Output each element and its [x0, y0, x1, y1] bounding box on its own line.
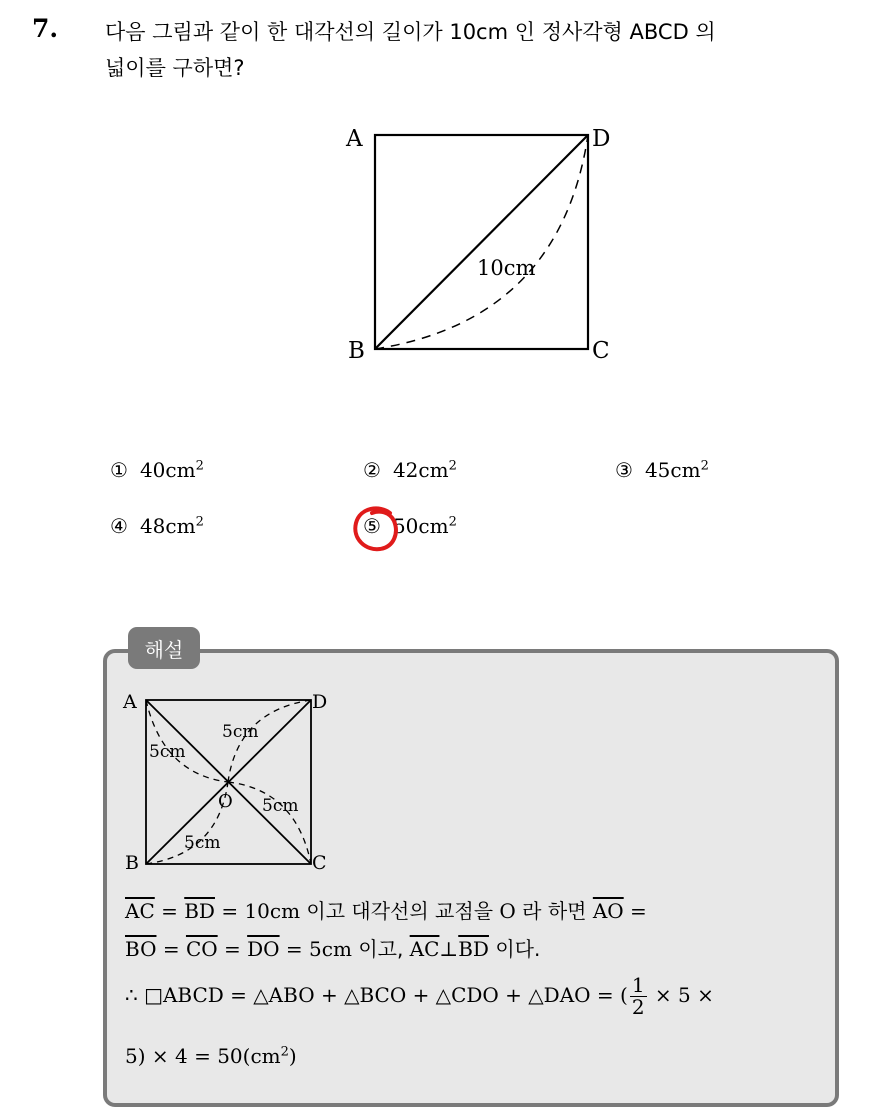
label-c: C — [592, 338, 610, 364]
seg-co: $\overline{CO}$ — [185, 937, 218, 961]
choice-1-value: 40cm — [139, 458, 196, 482]
fraction-denominator: 2 — [631, 995, 645, 1019]
label-a: A — [346, 126, 363, 152]
eq-sign: = — [156, 937, 186, 961]
solution-line-2 — [125, 933, 540, 962]
choice-3-marker: ③ — [615, 458, 633, 482]
choice-2-exp: 2 — [448, 458, 457, 474]
line2-korean-2: 이다. — [495, 937, 541, 961]
line1-value: = 10cm — [214, 899, 307, 923]
solution-line-4 — [125, 1044, 297, 1068]
solution-figure — [118, 686, 343, 886]
line1-korean-1: 이고 대각선의 교점을 — [306, 899, 494, 923]
seg-ac: $\overline{AC}$ — [125, 899, 155, 923]
choice-4-marker: ④ — [110, 514, 128, 538]
diagonal-length-label: 10cm — [477, 256, 536, 280]
sol-seg-label-2: 5cm — [222, 722, 259, 742]
choice-2[interactable] — [363, 458, 457, 482]
answer-mark-circle — [350, 503, 402, 555]
final-answer-close: ) — [288, 1044, 297, 1068]
sol-seg-label-3: 5cm — [262, 796, 299, 816]
line1-point-o: O — [493, 899, 523, 923]
choice-3[interactable] — [615, 458, 709, 482]
sol-seg-label-1: 5cm — [149, 742, 186, 762]
perp-sign: ⊥ — [439, 937, 459, 961]
final-answer: 5) × 4 = 50(cm — [125, 1044, 281, 1068]
choice-1-marker: ① — [110, 458, 128, 482]
fraction-half — [630, 975, 647, 1018]
area-expression: ∴ □ABCD = △ABO + △BCO + △CDO + △DAO = ( — [125, 983, 628, 1007]
choice-4[interactable] — [110, 514, 204, 538]
question-number: 7. — [32, 14, 59, 43]
label-b: B — [348, 338, 365, 364]
solution-line-1 — [125, 895, 647, 924]
choice-1-exp: 2 — [195, 458, 204, 474]
final-answer-exp: 2 — [280, 1044, 289, 1060]
sol-label-c: C — [312, 852, 327, 874]
label-d: D — [592, 126, 611, 152]
choice-4-value: 48cm — [139, 514, 196, 538]
line2-korean-1: 이고, — [358, 937, 404, 961]
seg-bd: $\overline{BD}$ — [184, 899, 215, 923]
eq-sign: = — [217, 937, 248, 961]
sol-label-o: O — [218, 791, 233, 812]
area-expression-tail: × 5 × — [648, 983, 714, 1007]
question-text — [105, 14, 865, 86]
choice-4-exp: 2 — [195, 514, 204, 530]
sol-label-d: D — [312, 691, 328, 713]
seg-ao: $\overline{AO}$ — [592, 899, 624, 923]
line1-eq: = — [623, 899, 647, 923]
sol-label-b: B — [125, 852, 139, 874]
choice-3-value: 45cm — [644, 458, 701, 482]
question-text-line1: 다음 그림과 같이 한 대각선의 길이가 10cm 인 정사각형 ABCD 의 — [105, 20, 716, 44]
sol-label-a: A — [123, 691, 137, 713]
seg-bd-2: $\overline{BD}$ — [458, 937, 489, 961]
solution-line-3 — [125, 975, 714, 1018]
choice-5-marker: ⑤ — [363, 514, 381, 538]
line2-value: = 5cm — [279, 937, 359, 961]
choice-5-value: 50cm — [392, 514, 449, 538]
seg-do: $\overline{DO}$ — [247, 937, 280, 961]
question-text-line2: 넓이를 구하면? — [105, 56, 245, 80]
seg-bo: $\overline{BO}$ — [125, 937, 157, 961]
choice-5-exp: 2 — [448, 514, 457, 530]
choice-2-value: 42cm — [392, 458, 449, 482]
solution-tab: 해설 — [128, 627, 200, 669]
line1-korean-2: 라 하면 — [522, 899, 587, 923]
choice-3-exp: 2 — [700, 458, 709, 474]
sol-seg-label-4: 5cm — [184, 833, 221, 853]
eq-sign: = — [154, 899, 185, 923]
seg-ac-2: $\overline{AC}$ — [409, 937, 440, 961]
choice-2-marker: ② — [363, 458, 381, 482]
fraction-numerator: 1 — [631, 973, 645, 997]
square-figure — [330, 115, 630, 375]
choice-1[interactable] — [110, 458, 204, 482]
diagonal-bd — [375, 135, 588, 349]
